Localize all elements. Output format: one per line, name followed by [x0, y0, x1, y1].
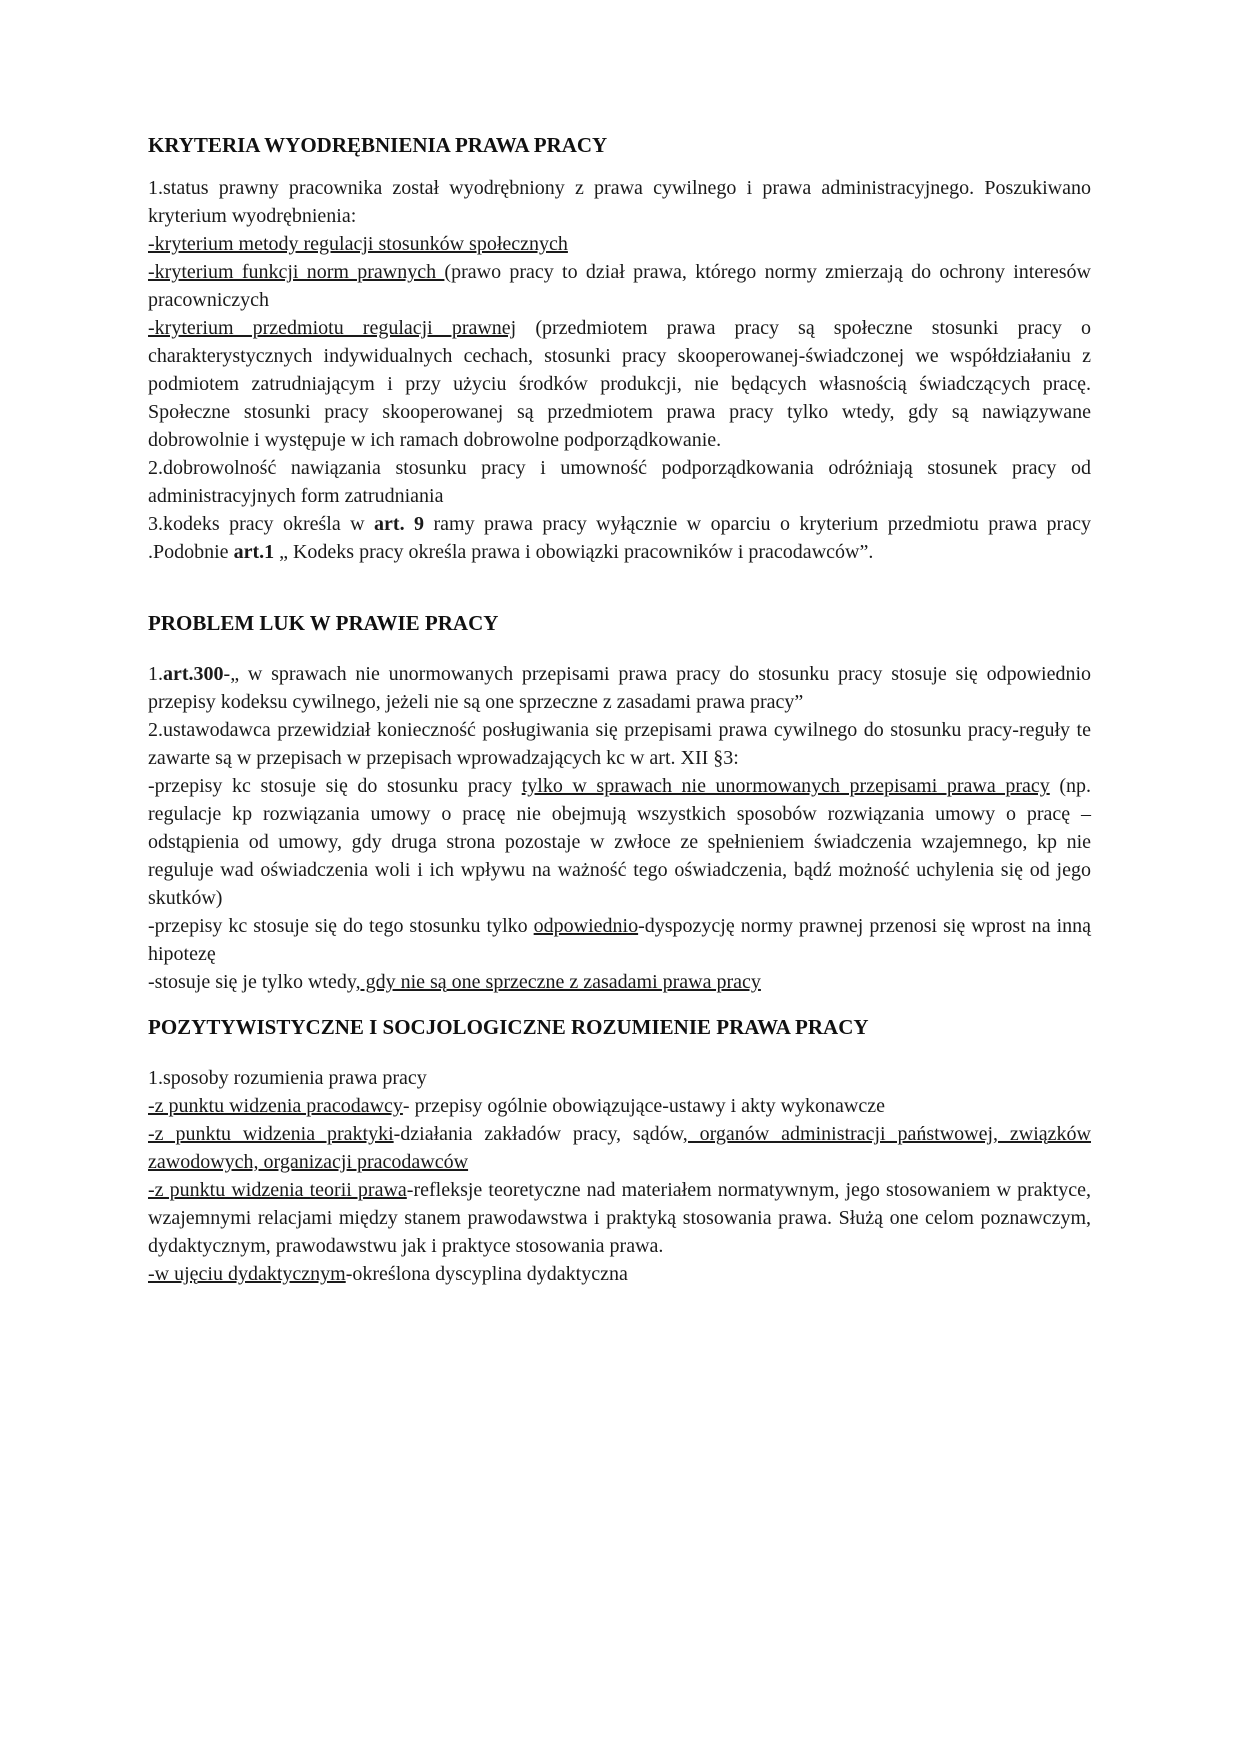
section-heading-kryteria: KRYTERIA WYODRĘBNIENIA PRAWA PRACY [148, 133, 608, 157]
text: -określona dyscyplina dydaktyczna [345, 1263, 628, 1285]
paragraph [148, 258, 1091, 314]
paragraph: 1.status prawny pracownika został wyodrębniony z prawa cywilnego i prawa administracyjnego. Poszukiwano kryterium wyodrębnienia: [148, 177, 1091, 227]
underlined-text: -w ujęciu dydaktycznym [148, 1263, 346, 1285]
bold-text: art.1 [233, 541, 275, 563]
underlined-text: -z punktu widzenia pracodawcy [148, 1095, 403, 1117]
paragraph: 2.ustawodawca przewidział konieczność posługiwania się przepisami prawa cywilnego do stosunku pracy-reguły te zawarte są w przepisach w przepisach wprowadzających kc w art. XII §3: [148, 719, 1091, 769]
paragraph [148, 772, 1091, 912]
text: 1. [148, 663, 163, 685]
section-heading-rozumienie: POZYTYWISTYCZNE I SOCJOLOGICZNE ROZUMIENIE PRAWA PRACY [148, 1015, 869, 1039]
text: (przedmiotem prawa pracy są społeczne stosunki pracy o charakterystycznych indywidualnych cechach, stosunki pracy skooperowanej-świadczonej we współdziałaniu z podmiotem zatrudniającym i przy użyciu środków produkcji, nie będących własnością świadczących pracę. Społeczne stosunki pracy skooperowanej są przedmiotem prawa pracy tylko wtedy, gdy są nawiązywane dobrowolnie i występuje w ich ramach dobrowolne podporządkowanie. [148, 317, 1091, 451]
paragraph: 2.dobrowolność nawiązania stosunku pracy i umowność podporządkowania odróżniają stosunek pracy od administracyjnych form zatrudniania [148, 457, 1091, 507]
paragraph: 1.sposoby rozumienia prawa pracy [148, 1067, 427, 1089]
bold-text: art. 9 [374, 513, 425, 535]
text: -refleksje teoretyczne nad materiałem normatywnym, jego stosowaniem w praktyce, wzajemnymi relacjami między stanem prawodawstwa i praktyką stosowania prawa. Służą one celom poznawczym, dydaktycznym, prawodawstwu jak i praktyce stosowania prawa. [148, 1179, 1091, 1257]
underlined-text: tylko w sprawach nie unormowanych przepisami prawa pracy [521, 775, 1050, 797]
underlined-text: -z punktu widzenia praktyki [148, 1123, 394, 1145]
paragraph [148, 1260, 1091, 1288]
text: 3.kodeks pracy określa w [148, 513, 375, 535]
paragraph [148, 314, 1091, 454]
text: (np. regulacje kp rozwiązania umowy o pracę nie obejmują wszystkich sposobów rozwiązania umowy o pracę –odstąpienia od umowy, gdy druga strona pozostaje w zwłoce ze spełnieniem świadczenia wzajemnego, kp nie reguluje wad oświadczenia woli i ich wpływu na ważność tego oświadczenia, bądź możność uchylenia się od jego skutków) [148, 775, 1091, 909]
text: -„ w sprawach nie unormowanych przepisami prawa pracy do stosunku pracy stosuje się odpowiednio przepisy kodeksu cywilnego, jeżeli nie są one sprzeczne z zasadami prawa pracy” [148, 663, 1091, 713]
paragraph [148, 510, 1091, 566]
paragraph [148, 230, 1091, 258]
document-page [148, 130, 1091, 1288]
section-heading-luki: PROBLEM LUK W PRAWIE PRACY [148, 611, 499, 635]
underlined-text: -z punktu widzenia teorii prawa [148, 1179, 407, 1201]
bold-text: art.300 [163, 663, 224, 685]
underlined-text: -kryterium przedmiotu regulacji prawnej [148, 317, 517, 339]
paragraph [148, 1176, 1091, 1260]
text: ramy prawa pracy wyłącznie w oparciu o kryterium przedmiotu prawa pracy .Podobnie [148, 513, 1091, 563]
underlined-text: -kryterium funkcji norm prawnych [148, 261, 445, 283]
paragraph [148, 660, 1091, 716]
text: -dyspozycję normy prawnej przenosi się wprost na inną hipotezę [148, 915, 1091, 965]
underlined-text: -kryterium metody regulacji stosunków społecznych [148, 233, 568, 255]
paragraph [148, 912, 1091, 968]
underlined-text: odpowiednio [533, 915, 639, 937]
underlined-text: , organów administracji państwowej, związków zawodowych, organizacji pracodawców [148, 1123, 1091, 1173]
underlined-text: , gdy nie są one sprzeczne z zasadami prawa pracy [355, 971, 761, 993]
paragraph [148, 1092, 1091, 1120]
text: -działania zakładów pracy, sądów [393, 1123, 683, 1145]
paragraph [148, 1120, 1091, 1176]
text: -przepisy kc stosuje się do tego stosunku tylko [148, 915, 534, 937]
text: -stosuje się je tylko wtedy [148, 971, 356, 993]
paragraph [148, 968, 1091, 996]
text: -przepisy kc stosuje się do stosunku pracy [148, 775, 522, 797]
text: - przepisy ogólnie obowiązujące-ustawy i akty wykonawcze [402, 1095, 885, 1117]
text: „ Kodeks pracy określa prawa i obowiązki pracowników i pracodawców”. [274, 541, 874, 563]
text: (prawo pracy to dział prawa, którego normy zmierzają do ochrony interesów pracowniczych [148, 261, 1091, 311]
